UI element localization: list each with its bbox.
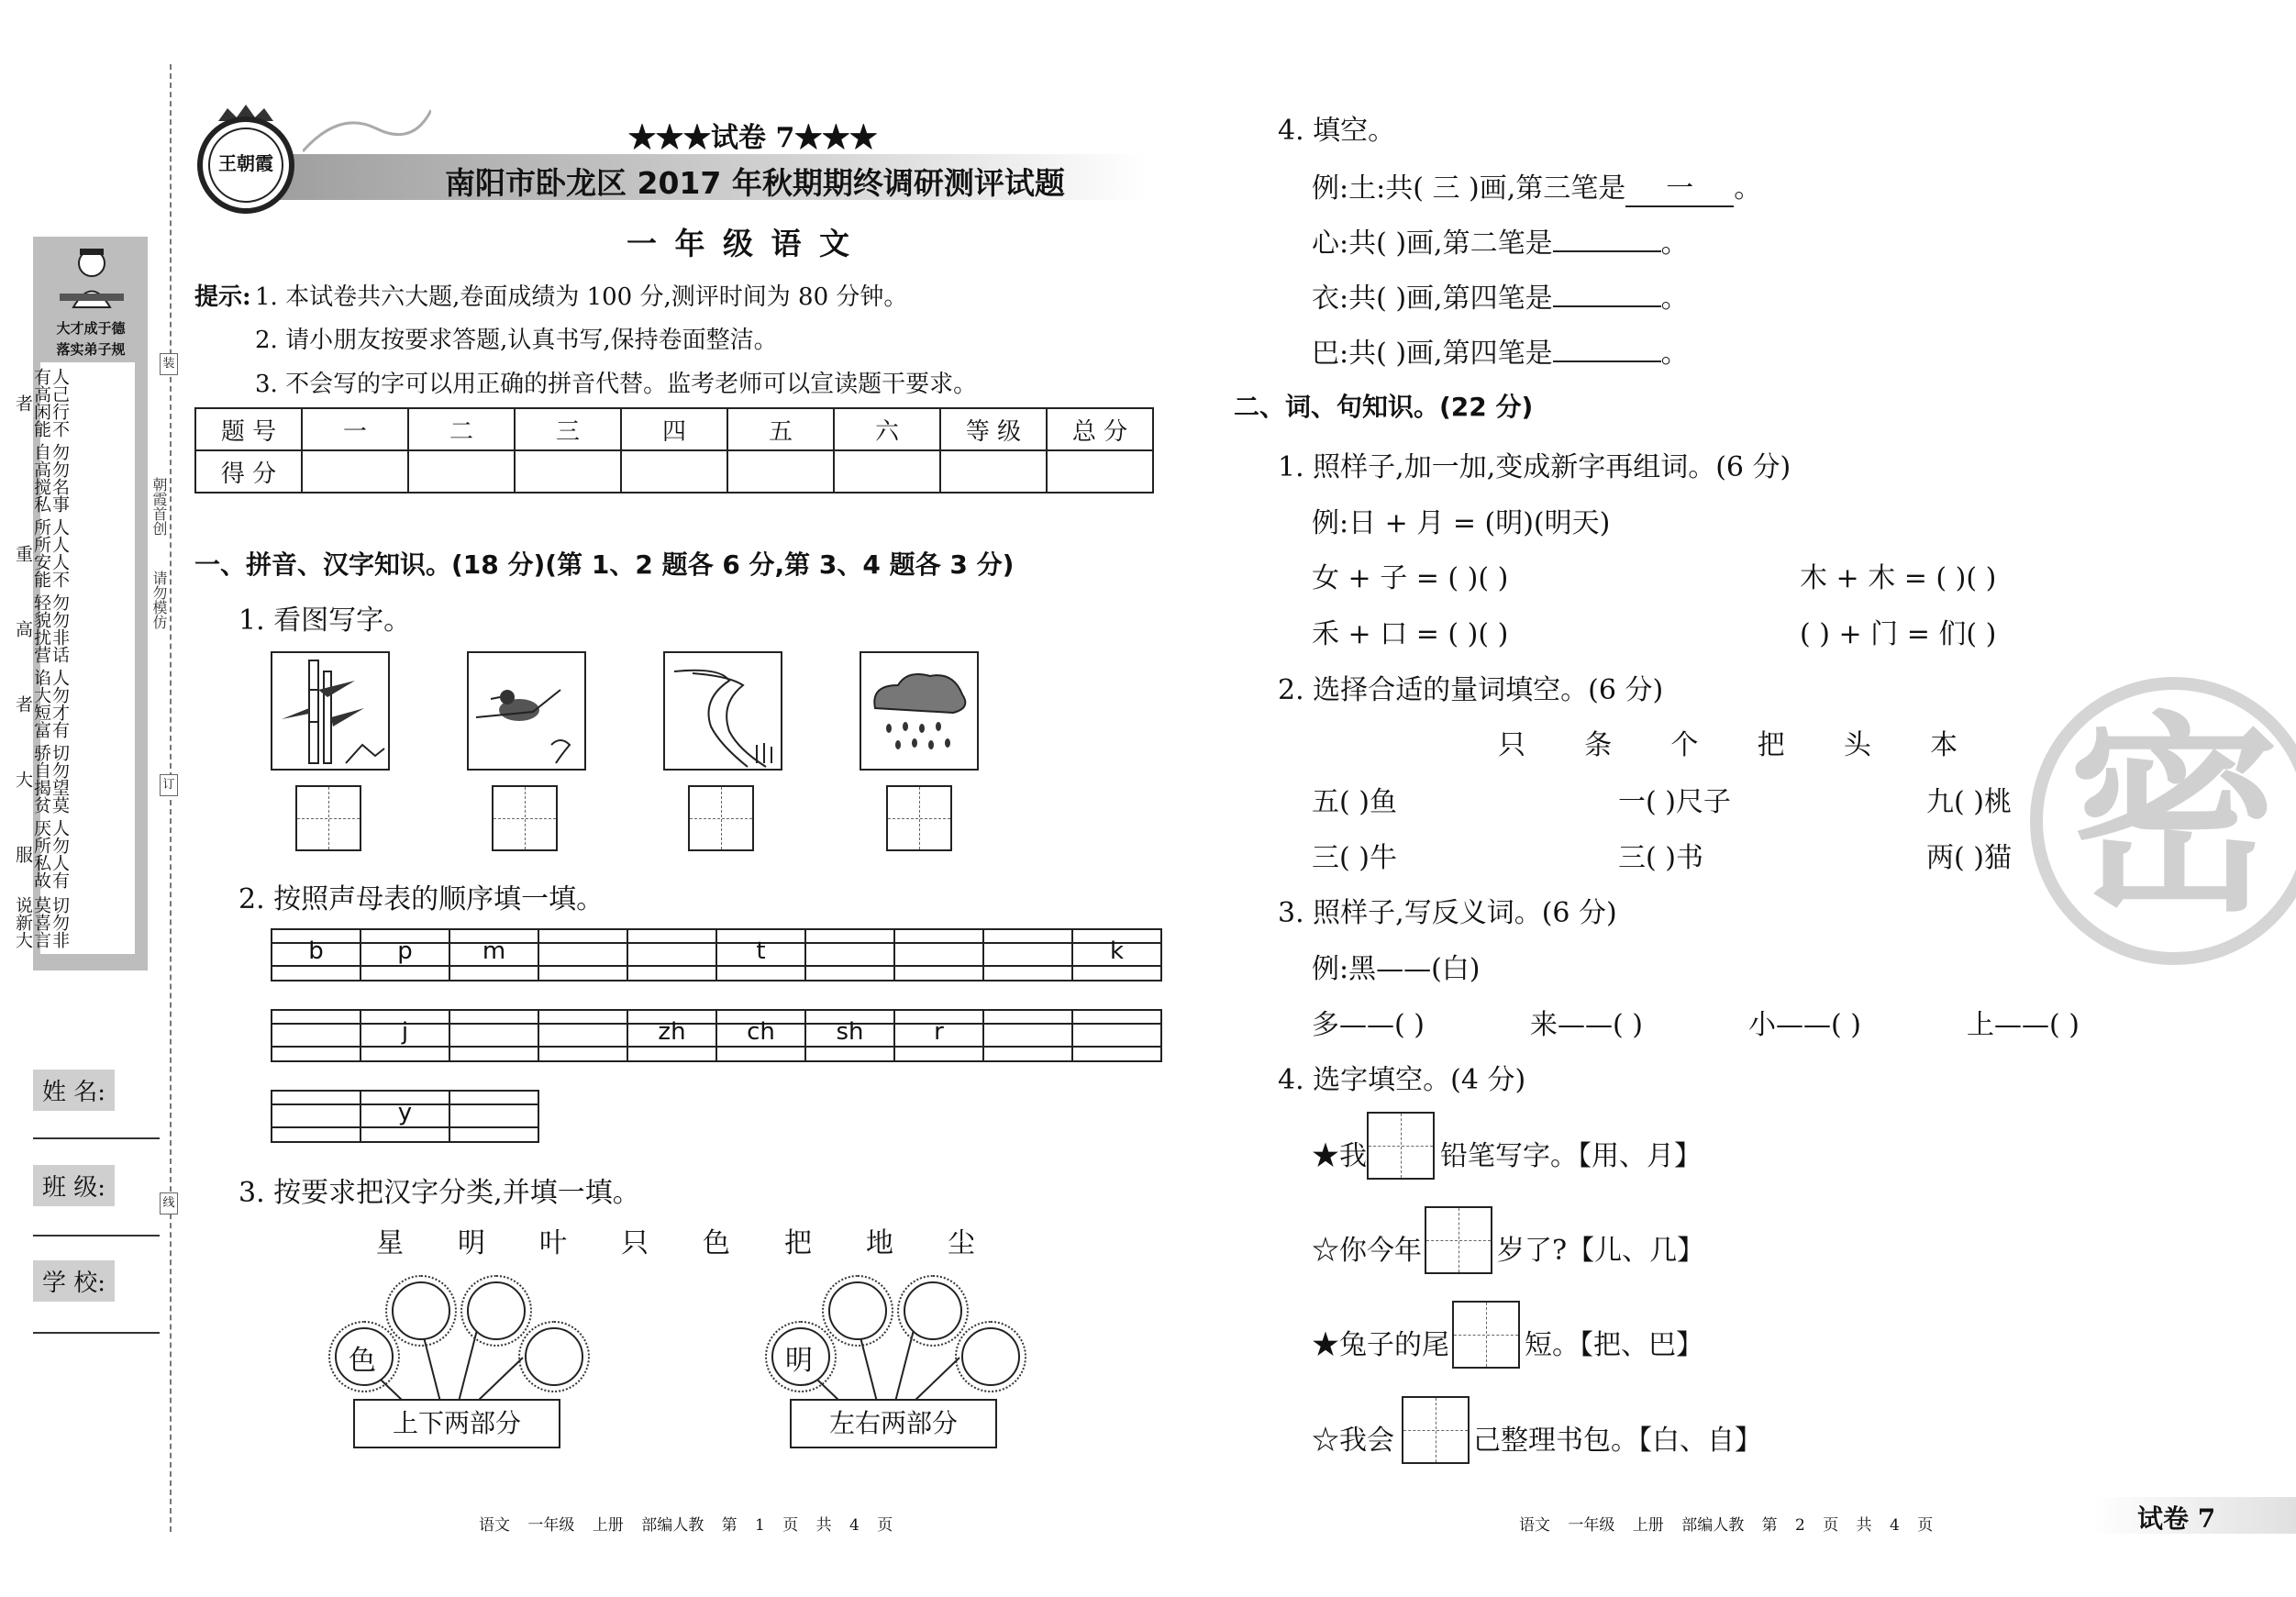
q2-2-item[interactable]: 三( )书 [1618, 842, 1703, 874]
tips-lead: 提示: [194, 283, 251, 311]
logo-text: 王朝霞 [218, 152, 273, 174]
q2-2-item[interactable]: 九( )桃 [1926, 786, 2012, 818]
answer-grid[interactable] [1367, 1112, 1435, 1180]
score-header-cell: 等 级 [940, 408, 1047, 450]
pinyin-grid-2 [271, 1009, 1162, 1062]
char-option: 尘 [948, 1227, 975, 1259]
q2-3-item[interactable]: 多——( ) [1312, 1009, 1425, 1041]
q4-example-text: 例:土:共( 三 )画,第三笔是 [1312, 172, 1626, 205]
flower-head[interactable] [467, 1281, 526, 1340]
binding-mark: 线 [160, 1192, 178, 1214]
char-option: 把 [784, 1227, 812, 1259]
motto-text-area [13, 362, 135, 954]
motto-column: 勿勿非话轻貌扰营高 [13, 593, 70, 663]
question-2-2: 2. 选择合适的量词填空。(6 分) [1278, 674, 1664, 706]
fill-item-2-post: 岁了?【儿、几】 [1497, 1235, 1705, 1267]
tip-3: 3. 不会写的字可以用正确的拼音代替。监考老师可以宣读题干要求。 [255, 371, 978, 398]
fill-item-3-pre: ★兔子的尾 [1312, 1329, 1449, 1361]
score-cell[interactable] [834, 450, 940, 493]
side-note-b: 请勿模仿 [150, 571, 168, 629]
pinyin-cell[interactable] [805, 928, 894, 981]
motto-column: 人勿人有厌所私故服 [13, 819, 70, 889]
q4-line-text: 巴:共( )画,第四笔是 [1312, 338, 1553, 370]
pinyin-cell[interactable] [272, 1090, 360, 1143]
score-cell[interactable] [1047, 450, 1153, 493]
pinyin-cell: t [716, 928, 805, 981]
q2-3-item[interactable]: 上——( ) [1967, 1009, 2080, 1041]
pinyin-cell: zh [627, 1009, 716, 1062]
question-2-4: 4. 选字填空。(4 分) [1278, 1064, 1526, 1096]
question-1-1: 1. 看图写字。 [238, 604, 412, 637]
pinyin-cell: ch [716, 1009, 805, 1062]
q2-2-item[interactable]: 三( )牛 [1312, 842, 1397, 874]
answer-grid[interactable] [1402, 1396, 1470, 1464]
q4-line-text: 心:共( )画,第二笔是 [1312, 227, 1553, 260]
flower-2-caption: 左右两部分 [790, 1399, 997, 1448]
pinyin-cell: m [449, 928, 538, 981]
river-picture [663, 651, 782, 771]
score-header-cell: 六 [834, 408, 940, 450]
q2-1-item[interactable]: 禾 + 口 = ( )( ) [1312, 618, 1509, 650]
bamboo-picture [271, 651, 390, 771]
q2-1-item[interactable]: 木 + 木 = ( )( ) [1800, 562, 1997, 594]
pinyin-cell[interactable] [449, 1009, 538, 1062]
q2-2-item[interactable]: 两( )猫 [1926, 842, 2012, 874]
question-1-3: 3. 按要求把汉字分类,并填一填。 [238, 1177, 640, 1209]
school-field[interactable] [33, 1332, 160, 1334]
pinyin-cell[interactable] [538, 928, 627, 981]
flower-head[interactable] [392, 1281, 450, 1340]
question-1-2: 2. 按照声母表的顺序填一填。 [238, 883, 605, 915]
score-cell[interactable] [727, 450, 834, 493]
q2-3-item[interactable]: 来——( ) [1530, 1009, 1643, 1041]
school-label: 学 校: [33, 1260, 115, 1302]
pinyin-cell: sh [805, 1009, 894, 1062]
q4-line-text: 衣:共( )画,第四笔是 [1312, 283, 1553, 315]
period: 。 [1660, 227, 1689, 260]
score-header-cell: 四 [621, 408, 727, 450]
bird-picture [467, 651, 586, 771]
motto-column: 人勿才有谄大短富者 [13, 669, 70, 738]
flower-head[interactable] [961, 1327, 1020, 1386]
motto-column: 切勿非莫喜言说新大 [13, 895, 70, 948]
side-note-a: 朝霞首创 [150, 477, 168, 536]
pinyin-grid-1 [271, 928, 1162, 981]
score-header-cell: 二 [408, 408, 515, 450]
q2-2-item[interactable]: 五( )鱼 [1312, 786, 1397, 818]
section-1-title: 一、拼音、汉字知识。(18 分)(第 1、2 题各 6 分,第 3、4 题各 3 分) [194, 549, 1015, 580]
motto-top-a: 大才成于德 [56, 320, 126, 337]
pinyin-cell: j [360, 1009, 449, 1062]
tip-1: 1. 本试卷共六大题,卷面成绩为 100 分,测评时间为 80 分钟。 [255, 283, 908, 311]
footer-right: 语文 一年级 上册 部编人教 第 2 页 共 4 页 [1519, 1516, 1934, 1535]
score-cell[interactable] [408, 450, 515, 493]
pinyin-cell: b [272, 928, 360, 981]
flower-2-given-char: 明 [785, 1345, 813, 1377]
class-field[interactable] [33, 1235, 160, 1237]
score-cell[interactable] [940, 450, 1047, 493]
score-table-header-row [195, 408, 1153, 450]
tip-2: 2. 请小朋友按要求答题,认真书写,保持卷面整洁。 [255, 327, 778, 354]
score-header-cell: 一 [302, 408, 408, 450]
fill-item-4-post: 己整理书包。【白、自】 [1473, 1425, 1762, 1457]
char-option: 只 [621, 1227, 649, 1259]
binding-mark: 订 [160, 774, 178, 796]
flower-head[interactable] [828, 1281, 887, 1340]
answer-grid[interactable] [295, 785, 361, 851]
pinyin-cell[interactable] [983, 928, 1072, 981]
q4-line-1 [1312, 220, 1689, 261]
answer-blank[interactable] [1553, 223, 1661, 252]
name-field[interactable] [33, 1137, 160, 1139]
section-2-title: 二、词、句知识。(22 分) [1234, 392, 1534, 422]
char-option: 地 [866, 1227, 893, 1259]
fill-item-2-pre: ☆你今年 [1312, 1235, 1422, 1267]
q4-line-3 [1312, 330, 1689, 371]
pinyin-grid-3 [271, 1090, 539, 1143]
score-header-cell: 总 分 [1047, 408, 1153, 450]
measure-word-options: 只 条 个 把 头 本 [1498, 729, 1959, 761]
answer-grid[interactable] [1452, 1301, 1520, 1369]
motto-column: 人己行不有高闲能者 [13, 368, 70, 438]
question-2-1: 1. 照样子,加一加,变成新字再组词。(6 分) [1278, 451, 1791, 483]
pinyin-cell[interactable] [894, 928, 983, 981]
char-option: 色 [703, 1227, 730, 1259]
ribbon-decoration [303, 101, 431, 156]
answer-grid[interactable] [492, 785, 558, 851]
char-option: 明 [458, 1227, 485, 1259]
answer-grid[interactable] [886, 785, 952, 851]
pinyin-cell[interactable] [1072, 1009, 1161, 1062]
exam-tag: ★★★试卷 7★★★ [628, 122, 878, 154]
q2-1-example: 例:日 + 月 = (明)(明天) [1312, 507, 1611, 539]
q4-example-answer: 一 [1625, 165, 1734, 207]
motto-column: 切勿望莫骄自揭贫大 [13, 744, 70, 814]
fill-item-4-pre: ☆我会 [1312, 1425, 1394, 1457]
flower-1-caption: 上下两部分 [353, 1399, 560, 1448]
motto-column: 勿勿名事自高搅私 [31, 443, 70, 513]
motto-column: 人人人不所所安能重 [13, 518, 70, 588]
binding-mark: 装 [160, 353, 178, 375]
period: 。 [1660, 338, 1689, 370]
pinyin-cell[interactable] [538, 1009, 627, 1062]
rain-cloud-picture [860, 651, 979, 771]
score-cell[interactable] [302, 450, 408, 493]
char-option: 叶 [539, 1227, 567, 1259]
seal-char: 密 [2069, 693, 2280, 940]
pinyin-cell[interactable] [627, 928, 716, 981]
flower-head[interactable] [525, 1327, 583, 1386]
motto-top-b: 落实弟子规 [56, 341, 126, 358]
fill-item-1-post: 铅笔写字。【用、月】 [1440, 1140, 1702, 1172]
q2-3-example: 例:黑——(白) [1312, 953, 1481, 985]
q2-1-item[interactable]: 女 + 子 = ( )( ) [1312, 562, 1509, 594]
pinyin-cell: y [360, 1090, 449, 1143]
exam-title: 南阳市卧龙区 2017 年秋期期终调研测评试题 [445, 165, 1065, 201]
corner-exam-tag: 试卷 7 [2137, 1503, 2216, 1534]
pinyin-cell: p [360, 928, 449, 981]
score-cell[interactable] [515, 450, 621, 493]
flower-1-given-char: 色 [349, 1345, 376, 1377]
pinyin-cell[interactable] [449, 1090, 538, 1143]
answer-grid[interactable] [1425, 1206, 1492, 1274]
fill-item-1-pre: ★我 [1312, 1140, 1367, 1172]
question-1-4: 4. 填空。 [1278, 115, 1396, 147]
name-label: 姓 名: [33, 1070, 115, 1111]
pinyin-cell: r [894, 1009, 983, 1062]
score-cell[interactable] [621, 450, 727, 493]
answer-blank[interactable] [1553, 333, 1661, 362]
q2-3-item[interactable]: 小——( ) [1748, 1009, 1861, 1041]
score-table-score-row [195, 450, 1153, 493]
pinyin-cell[interactable] [272, 1009, 360, 1062]
scholar-figure-illustration [50, 243, 133, 315]
q2-1-item[interactable]: ( ) + 门 = 们( ) [1800, 618, 1997, 650]
char-list [376, 1220, 1029, 1260]
subject-title: 一 年 级 语 文 [627, 226, 853, 261]
pinyin-cell[interactable] [983, 1009, 1072, 1062]
score-header-cell: 三 [515, 408, 621, 450]
score-header-cell: 五 [727, 408, 834, 450]
period: 。 [1734, 172, 1762, 205]
score-row-label: 得 分 [195, 450, 302, 493]
q4-line-2 [1312, 275, 1689, 316]
period: 。 [1660, 283, 1689, 315]
fold-line [170, 64, 172, 1532]
class-label: 班 级: [33, 1165, 115, 1206]
footer-left: 语文 一年级 上册 部编人教 第 1 页 共 4 页 [479, 1516, 893, 1535]
flower-head[interactable] [904, 1281, 962, 1340]
score-header-cell: 题 号 [195, 408, 302, 450]
answer-blank[interactable] [1553, 278, 1661, 307]
fill-item-3-post: 短。【把、巴】 [1525, 1329, 1703, 1361]
answer-grid[interactable] [688, 785, 754, 851]
question-2-3: 3. 照样子,写反义词。(6 分) [1278, 897, 1617, 929]
q4-example [1312, 165, 1761, 207]
char-option: 星 [376, 1227, 404, 1259]
score-table [194, 407, 1154, 494]
q2-2-item[interactable]: 一( )尺子 [1618, 786, 1731, 818]
pinyin-cell: k [1072, 928, 1161, 981]
